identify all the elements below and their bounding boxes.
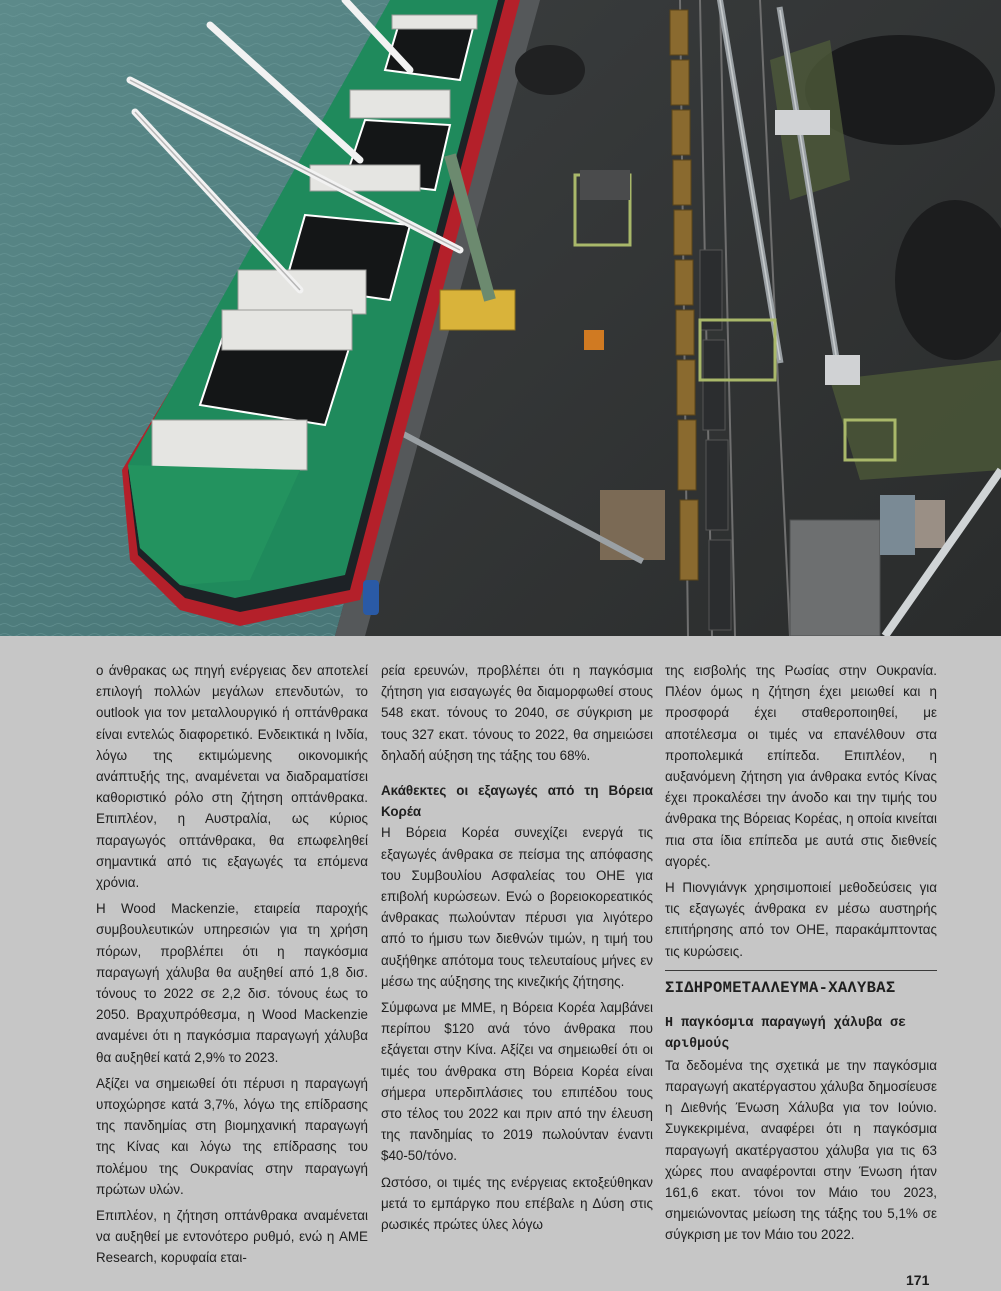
- paragraph: Επιπλέον, η ζήτηση οπτάνθρακα αναμένεται να αυξηθεί με εντονότερο ρυθμό, ενώ η AME Research, κορυφαία εται-: [96, 1208, 368, 1266]
- paragraph: ο άνθρακας ως πηγή ενέργειας δεν αποτελεί επιλογή πολλών μεγάλων επενδυτών, το outlook για τον μεταλλουργικό ή οπτάνθρακα είναι εντελώς διαφορετικό. Ενδεικτικά η Ινδία, λόγω της εκτιμώμενης οικονομικής ανάπτυξής της, αναμένεται να διαδραματίσει καθοριστικό ρόλο στη ζήτηση οπτάνθρακα. Επιπλέον, η Αυστραλία, ως κύριος παραγωγός οπτάνθρακα, θα επωφεληθεί σημαντικά από τις εξαγωγές τα επόμενα χρόνια.: [96, 663, 368, 891]
- paragraph: Αξίζει να σημειωθεί ότι πέρυσι η παραγωγή υποχώρησε κατά 3,7%, λόγω της επίδρασης της πανδημίας στη βιομηχανική παραγωγή της Κίνας και λόγω της επίδρασης του πολέμου της Ουκρανίας στην παραγωγή πρώτων υλών.: [96, 1075, 368, 1197]
- text-column-3: [665, 660, 937, 1251]
- paragraph: Η Wood Mackenzie, εταιρεία παροχής συμβουλευτικών υπηρεσιών για τη χρήση πόρων, προβλέπει ότι η παγκόσμια παραγωγή χάλυβα θα αυξηθεί από 1,8 δισ. τόνους το 2022 σε 2,2 δισ. τόνους έως το 2050. Βραχυπρόθεσμα, η Wood Mackenzie αναμένει ότι η παγκόσμια παραγωγή χάλυβα θα αυξηθεί κατά 2,9% το 2023.: [96, 901, 368, 1065]
- subheading-north-korea: Ακάθεκτες οι εξαγωγές από τη Βόρεια Κορέα: [381, 783, 653, 820]
- paragraph: Η Πιονγιάνγκ χρησιμοποιεί μεθοδεύσεις για τις εξαγωγές άνθρακα εν μέσω αυστηρής επιτήρησης από τον ΟΗΕ, παρακάμπτοντας τις κυρώσεις.: [665, 880, 937, 959]
- section-divider: [665, 970, 937, 971]
- paragraph: Η Βόρεια Κορέα συνεχίζει ενεργά τις εξαγωγές άνθρακα σε πείσμα της απόφασης του Συμβουλίου Ασφαλείας του ΟΗΕ για επιβολή κυρώσεων. Ενώ ο βορειοκορεατικός άνθρακας πωλούνταν πέρυσι για λιγότερο από το ήμισυ των διεθνών τιμών, η τιμή του αυξήθηκε απότομα τους τελευταίους μήνες εν μέσω της αύξησης της κινεζικής ζήτησης.: [381, 825, 653, 989]
- page-number: 171: [906, 1272, 930, 1288]
- port-aerial-illustration: [0, 0, 1001, 636]
- section-title: ΣΙΔΗΡΟΜΕΤΑΛΛΕΥΜΑ-ΧΑΛΥΒΑΣ: [665, 978, 896, 997]
- subheading-steel: Η παγκόσμια παραγωγή χάλυβα σε αριθμούς: [665, 1015, 907, 1052]
- paragraph: της εισβολής της Ρωσίας στην Ουκρανία. Πλέον όμως η ζήτηση έχει μειωθεί και η προσφορά έχει σταθεροποιηθεί, με αποτέλεσμα οι τιμές να επανέλθουν στα προπολεμικά επίπεδα. Επιπλέον, η αυξανόμενη ζήτηση για άνθρακα εντός Κίνας έχει προκαλέσει την άνοδο και την τιμής του άνθρακα της Βόρειας Κορέας, η οποία κινείται πια στα ίδια επίπεδα με αυτά στις διεθνείς αγορές.: [665, 663, 937, 869]
- hero-photo: [0, 0, 1001, 636]
- text-column-2: [381, 660, 653, 1240]
- paragraph: Ωστόσο, οι τιμές της ενέργειας εκτοξεύθηκαν μετά το εμπάργκο που επέβαλε η Δύση στις ρωσικές πρώτες ύλες λόγω: [381, 1174, 653, 1233]
- paragraph: Τα δεδομένα της σχετικά με την παγκόσμια παραγωγή ακατέργαστου χάλυβα δημοσίευσε η Διεθνής Ένωση Χάλυβα για τον Ιούνιο. Συγκεκριμένα, αναφέρει ότι η παγκόσμια παραγωγή ακατέργαστου χάλυβα για τις 63 χώρες που αναφέρονται στην Ένωση ήταν 161,6 εκατ. τόνοι τον Μάιο του 2023, σημειώνοντας μείωση της τάξης του 5,1% σε σύγκριση με τον Μάιο του 2022.: [665, 1057, 937, 1243]
- text-column-1: [96, 660, 368, 1274]
- paragraph: Σύμφωνα με ΜΜΕ, η Βόρεια Κορέα λαμβάνει περίπου $120 ανά τόνο άνθρακα που εξάγεται στην Κίνα. Αξίζει να σημειωθεί ότι οι τιμές του άνθρακα στη Βόρεια Κορέα είναι σήμερα υπερδιπλάσιες του επιπέδου τους στο τέλος του 2022 και πριν από την έλευση της πανδημίας το 2019 πωλούνταν έναντι $40-50/τόνο.: [381, 1000, 653, 1164]
- paragraph: ρεία ερευνών, προβλέπει ότι η παγκόσμια ζήτηση για εισαγωγές θα διαμορφωθεί στους 548 εκατ. τόνους το 2040, σε σύγκριση με τους 327 εκατ. τόνους το 2022, θα σημειώσει δηλαδή αύξηση της τάξης του 68%.: [381, 663, 653, 763]
